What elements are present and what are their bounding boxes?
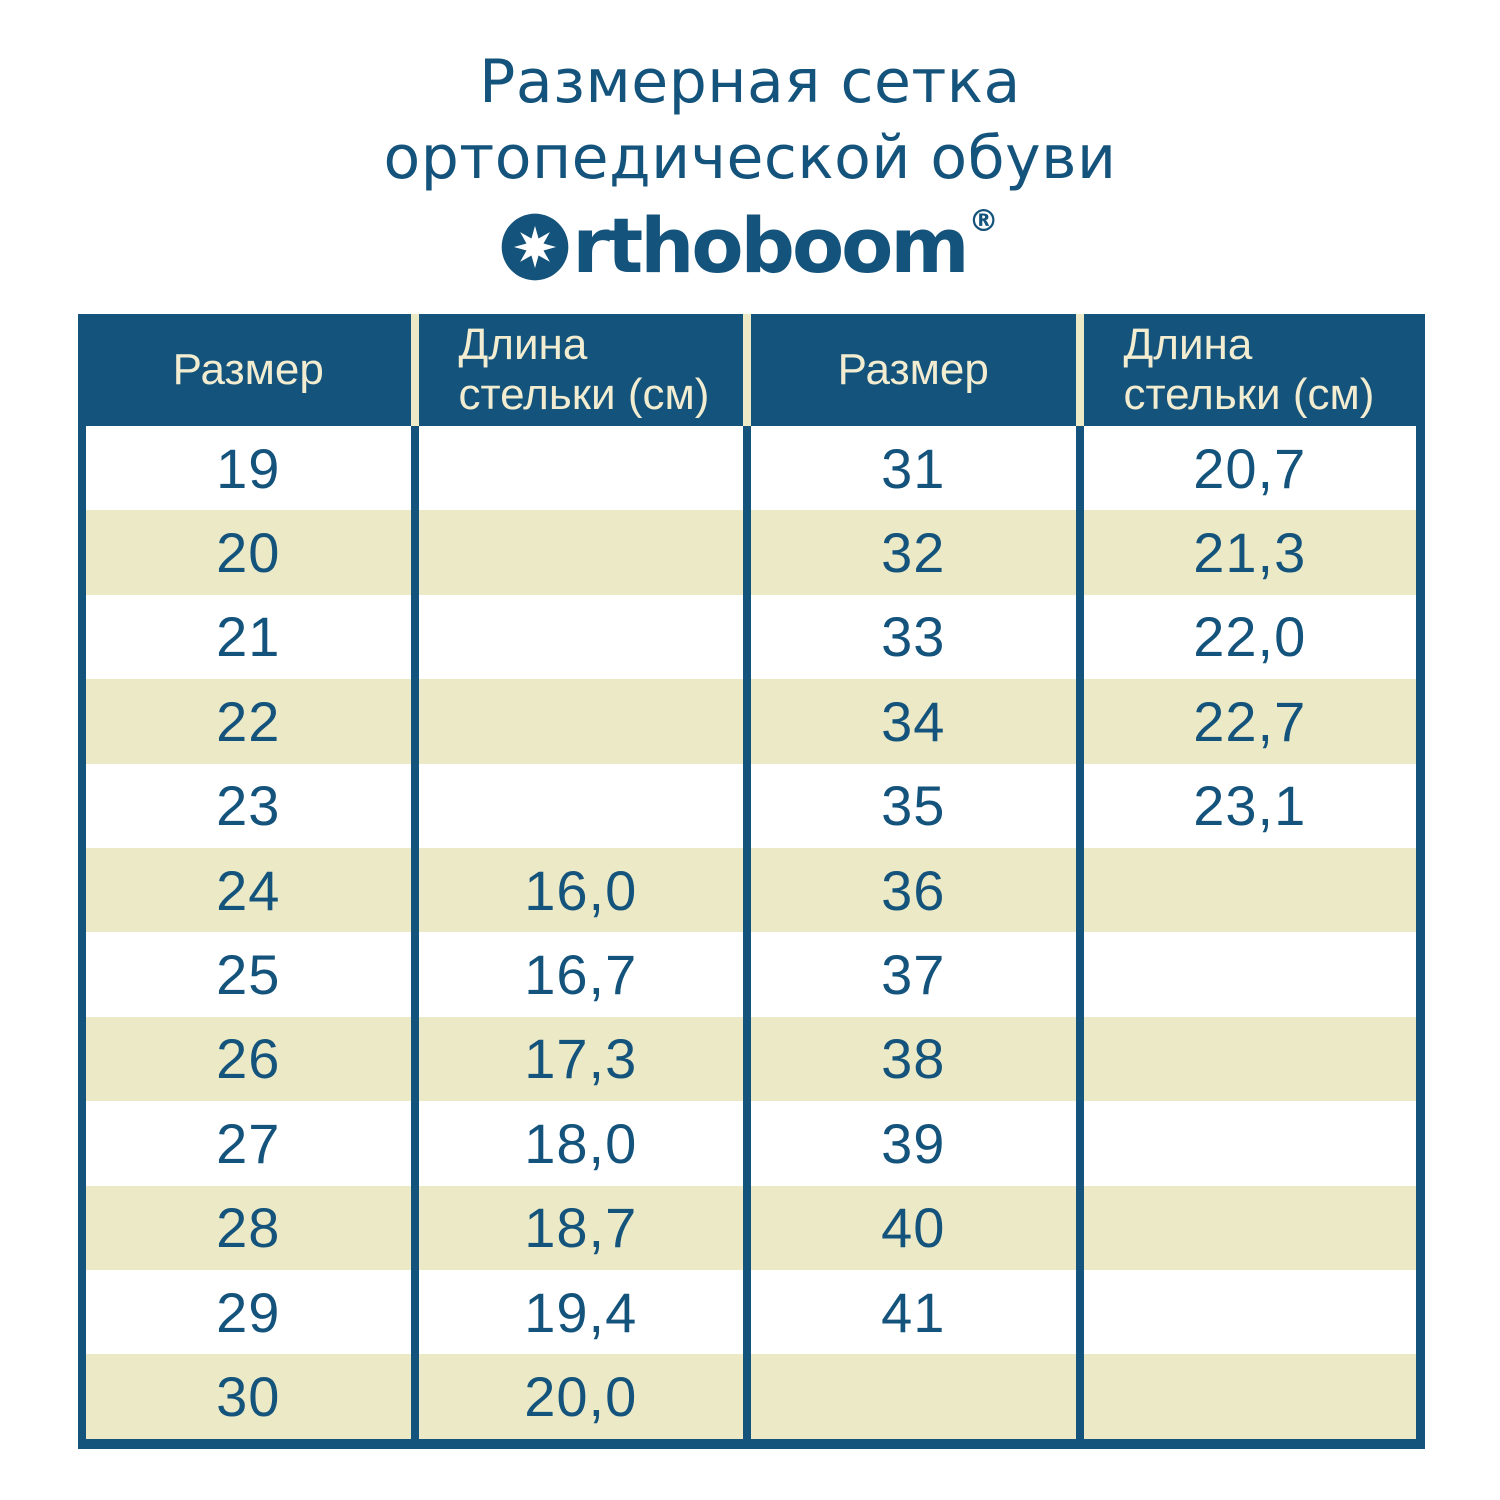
size-cell: 40: [751, 1186, 1084, 1270]
size-cell: 32: [751, 510, 1084, 594]
size-table: [78, 314, 1425, 1449]
table-row: [86, 679, 1416, 763]
table-body: [86, 426, 1416, 1439]
insole-cell: [1084, 1354, 1417, 1438]
table-header-row: [86, 314, 1416, 426]
insole-cell: [419, 595, 752, 679]
size-cell: 39: [751, 1101, 1084, 1185]
header-label-line2: стельки (см): [458, 370, 710, 419]
table-row: [86, 764, 1416, 848]
size-cell: 20: [86, 510, 419, 594]
logo-wordmark: rthoboom: [572, 201, 967, 290]
header-label: Размер: [172, 345, 324, 394]
size-cell: 34: [751, 679, 1084, 763]
table-row: [86, 1186, 1416, 1270]
insole-cell: 16,0: [419, 848, 752, 932]
insole-cell: [1084, 932, 1417, 1016]
header-cell-insole-right: [1084, 314, 1417, 426]
size-cell: 21: [86, 595, 419, 679]
size-cell: 29: [86, 1270, 419, 1354]
insole-cell: [419, 679, 752, 763]
page-title-line-1: Размерная сетка: [479, 47, 1021, 117]
table-row: [86, 848, 1416, 932]
table-row: [86, 932, 1416, 1016]
table-row: [86, 595, 1416, 679]
insole-cell: 21,3: [1193, 521, 1307, 585]
header-label-line1: Длина: [458, 320, 588, 369]
size-cell: 30: [86, 1354, 419, 1438]
insole-cell: 23,1: [1193, 774, 1307, 838]
size-cell: 33: [751, 595, 1084, 679]
insole-cell: [1084, 1186, 1417, 1270]
logo-star-circle-icon: [501, 213, 569, 281]
page-title-line-2: ортопедической обуви: [383, 123, 1117, 193]
insole-cell: 19,4: [419, 1270, 752, 1354]
table-row: [86, 426, 1416, 510]
insole-cell: 20,0: [419, 1354, 752, 1438]
header-cell-size-left: [86, 314, 419, 426]
size-cell: 37: [751, 932, 1084, 1016]
orthoboom-logo: [0, 201, 1500, 290]
size-cell: 28: [86, 1186, 419, 1270]
insole-cell: [1084, 1017, 1417, 1101]
insole-cell: 20,7: [1193, 436, 1307, 500]
header-label: Размер: [837, 345, 989, 394]
size-cell: 35: [751, 764, 1084, 848]
size-cell: 26: [86, 1017, 419, 1101]
registered-trademark-mark: ®: [968, 204, 999, 239]
table-row: [86, 510, 1416, 594]
size-cell: 25: [86, 932, 419, 1016]
insole-cell: 16,7: [419, 932, 752, 1016]
table-row: [86, 1101, 1416, 1185]
size-cell: 19: [86, 426, 419, 510]
insole-cell: 17,3: [419, 1017, 752, 1101]
insole-cell: 18,0: [419, 1101, 752, 1185]
insole-cell: 22,0: [1193, 605, 1307, 669]
insole-cell: [1084, 1270, 1417, 1354]
header-label-line2: стельки (см): [1123, 370, 1375, 419]
table-row: [86, 1017, 1416, 1101]
insole-cell: [419, 426, 752, 510]
header-cell-insole-left: [419, 314, 752, 426]
size-cell: [751, 1354, 1084, 1438]
table-row: [86, 1354, 1416, 1438]
size-cell: 31: [751, 426, 1084, 510]
size-cell: 36: [751, 848, 1084, 932]
size-cell: 27: [86, 1101, 419, 1185]
size-cell: 22: [86, 679, 419, 763]
size-cell: 23: [86, 764, 419, 848]
insole-cell: [1084, 848, 1417, 932]
insole-cell: [1084, 1101, 1417, 1185]
size-cell: 38: [751, 1017, 1084, 1101]
title-block: [0, 44, 1500, 290]
insole-cell: 18,7: [419, 1186, 752, 1270]
header-label-line1: Длина: [1123, 320, 1253, 369]
insole-cell: [419, 510, 752, 594]
insole-cell: 22,7: [1193, 689, 1307, 753]
header-cell-size-right: [751, 314, 1084, 426]
size-cell: 24: [86, 848, 419, 932]
insole-cell: [419, 764, 752, 848]
table-row: [86, 1270, 1416, 1354]
size-cell: 41: [751, 1270, 1084, 1354]
